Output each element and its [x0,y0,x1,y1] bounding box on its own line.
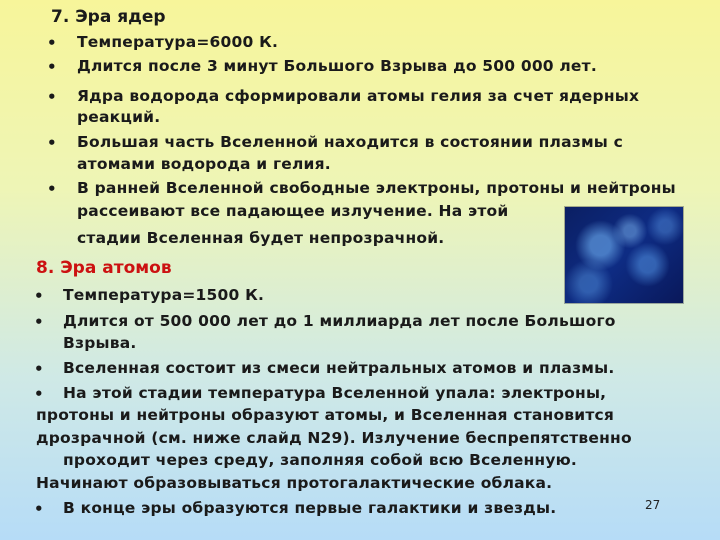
section-title-atoms-era: 8. Эра атомов [36,258,172,278]
bullet: • [34,500,44,518]
list-item: Длится после 3 минут Большого Взрыва до 500 000 лет. [77,57,597,75]
bullet: • [47,34,57,52]
list-item: Температура=1500 К. [63,286,265,304]
list-item: В ранней Вселенной свободные электроны, протоны и нейтроны [77,179,676,197]
list-item: На этой стадии температура Вселенной упала: электроны, [63,384,607,402]
list-item-continuation: реакций. [77,108,161,126]
list-item-continuation: атомами водорода и гелия. [77,155,331,173]
bullet: • [34,385,44,403]
list-item: Длится от 500 000 лет до 1 миллиарда лет после Большого [63,312,616,330]
bullet: • [34,313,44,331]
galaxy-image [565,207,683,303]
page-number: 27 [645,498,661,512]
section-title-nuclei-era: 7. Эра ядер [51,7,166,27]
list-item-continuation: стадии Вселенная будет непрозрачной. [77,229,445,247]
bullet: • [34,287,44,305]
list-item: Ядра водорода сформировали атомы гелия за счет ядерных [77,87,640,105]
bullet: • [47,88,57,106]
list-item-continuation: дрозрачной (см. ниже слайд N29). Излучение беспрепятственно [36,429,632,447]
list-item: Вселенная состоит из смеси нейтральных атомов и плазмы. [63,359,615,377]
list-item-continuation: проходит через среду, заполняя собой всю Вселенную. [63,451,577,469]
list-item-continuation: Начинают образовываться протогалактические облака. [36,474,553,492]
list-item: Температура=6000 К. [77,33,279,51]
bullet: • [47,58,57,76]
list-item-continuation: Взрыва. [63,334,137,352]
bullet: • [34,360,44,378]
bullet: • [47,134,57,152]
list-item: Большая часть Вселенной находится в состоянии плазмы с [77,133,624,151]
list-item-continuation: рассеивают все падающее излучение. На этой [77,202,509,220]
list-item-continuation: протоны и нейтроны образуют атомы, и Вселенная становится [36,406,615,424]
list-item: В конце эры образуются первые галактики и звезды. [63,499,557,517]
bullet: • [47,180,57,198]
